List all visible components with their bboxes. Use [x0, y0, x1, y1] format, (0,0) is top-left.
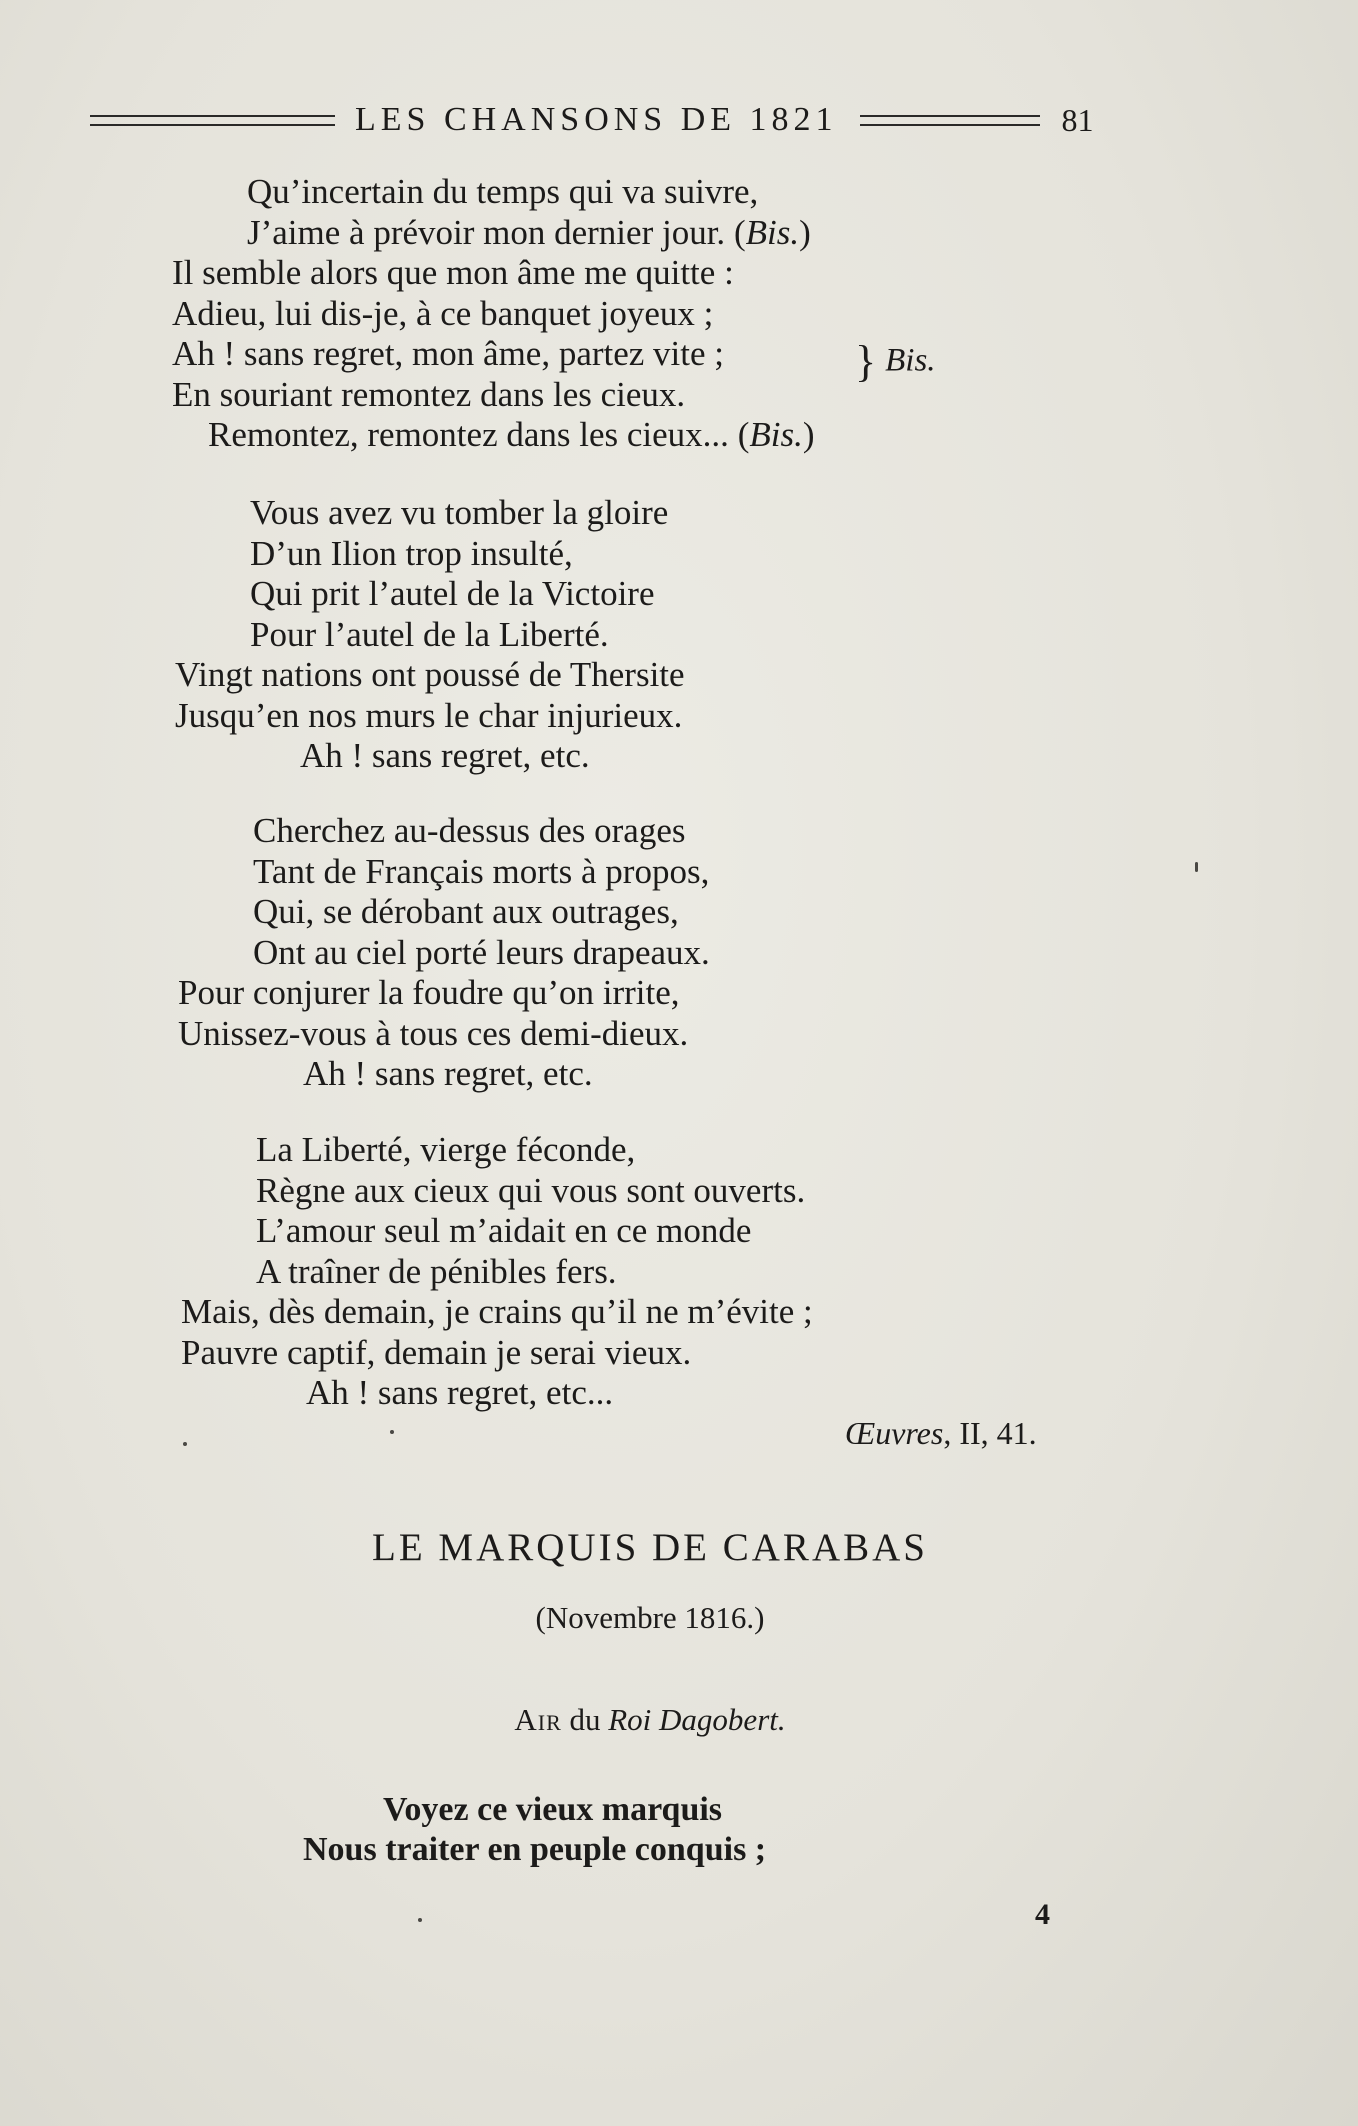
verse-line: Ont au ciel porté leurs drapeaux.	[253, 932, 710, 972]
verse-line: Ah ! sans regret, mon âme, partez vite ;	[172, 334, 725, 373]
ink-speck	[1195, 862, 1198, 872]
verse-line: D’un Ilion trop insulté,	[250, 533, 573, 573]
verse-line: J’aime à prévoir mon dernier jour. (Bis.)	[247, 212, 811, 252]
verse-line: Il semble alors que mon âme me quitte :	[172, 253, 734, 292]
header-rule-right	[860, 115, 1040, 126]
running-header	[90, 95, 1170, 145]
ink-speck	[183, 1442, 187, 1446]
verse-line: A traîner de pénibles fers.	[256, 1251, 617, 1291]
verse-line: Mais, dès demain, je crains qu’il ne m’évite ;	[181, 1292, 813, 1331]
air-name: Roi Dagobert.	[608, 1702, 786, 1737]
stanza-1	[172, 172, 814, 456]
verse-line: Adieu, lui dis-je, à ce banquet joyeux ;	[172, 293, 714, 333]
verse-line: La Liberté, vierge féconde,	[256, 1130, 636, 1169]
stanza-2	[175, 493, 685, 777]
song-title: LE MARQUIS DE CARABAS	[372, 1526, 928, 1569]
air-indication	[0, 1702, 1300, 1738]
verse-line: Qui, se dérobant aux outrages,	[253, 892, 679, 931]
citation-ref: , II, 41.	[943, 1415, 1037, 1451]
verse-line: Pauvre captif, demain je serai vieux.	[181, 1332, 692, 1372]
verse-line: L’amour seul m’aidait en ce monde	[256, 1211, 752, 1250]
stanza-3	[178, 811, 710, 1095]
air-prefix: Air	[514, 1702, 562, 1737]
verse-line: Unissez-vous à tous ces demi-dieux.	[178, 1013, 689, 1053]
verse-line: Qui prit l’autel de la Victoire	[250, 574, 655, 613]
verse-line: En souriant remontez dans les cieux.	[172, 374, 686, 414]
bis-marker: (Bis.)	[737, 415, 815, 454]
page-number: 81	[1061, 101, 1094, 138]
air-mid: du	[561, 1702, 609, 1737]
verse-line: Jusqu’en nos murs le char injurieux.	[175, 695, 683, 735]
verse-line: Pour l’autel de la Liberté.	[250, 614, 609, 654]
verse-line: Vous avez vu tomber la gloire	[250, 493, 669, 532]
bis-marker: (Bis.)	[733, 212, 811, 252]
stanza-4	[181, 1130, 813, 1414]
verse-line: Nous traiter en peuple conquis ;	[303, 1831, 767, 1868]
verse-line: Cherchez au-dessus des orages	[253, 811, 686, 850]
verse-line: Pour conjurer la foudre qu’on irrite,	[178, 973, 680, 1012]
song-first-lines	[303, 1790, 766, 1870]
running-title: LES CHANSONS DE 1821	[355, 101, 838, 138]
verse-line: Qu’incertain du temps qui va suivre,	[247, 172, 759, 211]
ink-speck	[390, 1430, 394, 1434]
verse-line: Remontez, remontez dans les cieux... (Bis.)	[208, 415, 815, 454]
verse-line: Ah ! sans regret, etc...	[306, 1373, 614, 1412]
bis-brace: } Bis.	[855, 337, 936, 386]
verse-line: Tant de Français morts à propos,	[253, 851, 710, 891]
signature-mark: 4	[1035, 1898, 1050, 1931]
verse-line: Voyez ce vieux marquis	[383, 1791, 723, 1828]
song-date: (Novembre 1816.)	[535, 1600, 765, 1635]
verse-line: Vingt nations ont poussé de Thersite	[175, 655, 685, 694]
source-citation	[845, 1415, 1037, 1452]
ink-speck	[418, 1918, 422, 1922]
verse-line: Ah ! sans regret, etc.	[303, 1054, 593, 1093]
verse-line: Règne aux cieux qui vous sont ouverts.	[256, 1170, 806, 1210]
verse-line: Ah ! sans regret, etc.	[300, 736, 590, 775]
citation-work: Œuvres	[845, 1415, 944, 1451]
header-rule-left	[90, 115, 335, 126]
